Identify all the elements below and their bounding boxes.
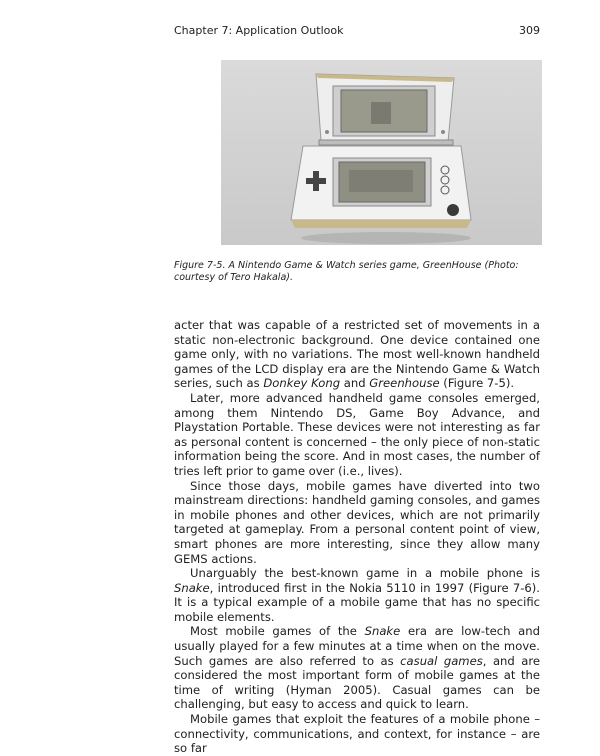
text-run: , and are considered the most important form of mobile games at the time of writing (Hyman 2005). Casual games can be challenging, but easy to access and quick to learn.: [174, 653, 540, 712]
text-run: Since those days, mobile games have diverted into two mainstream directions: handheld gaming consoles, and games in mobile phones and other devices, which are not primarily targeted at gameplay. From a personal content point of view, smart phones are more interesting, since they allow many GEMS actions.: [174, 478, 540, 566]
figure-photo: [221, 60, 542, 245]
text-run: Most mobile games of the: [190, 624, 365, 639]
italic-run: Snake: [174, 580, 210, 595]
italic-run: Donkey Kong: [263, 376, 341, 391]
paragraph: [174, 318, 540, 391]
paragraph: [174, 479, 540, 567]
running-header: [174, 24, 540, 37]
game-and-watch-illustration: [221, 60, 542, 245]
italic-run: Greenhouse: [369, 376, 440, 391]
paragraph: [174, 391, 540, 479]
paragraph: [174, 712, 540, 756]
paragraph: [174, 566, 540, 624]
text-run: , introduced first in the Nokia 5110 in 1997 (Figure 7-6). It is a typical example of a mobile game that has no specific mobile elements.: [174, 580, 540, 624]
figure-caption: Figure 7-5. A Nintendo Game & Watch series game, GreenHouse (Photo: courtesy of Tero Hakala).: [174, 260, 519, 283]
body-text: [174, 318, 540, 756]
text-run: Mobile games that exploit the features of a mobile phone – connectivity, communications, and context, for instance – are so far: [174, 712, 540, 756]
italic-run: Snake: [364, 624, 401, 639]
text-run: era are low-tech and usually played for a few minutes at a time when on the move. Such games are also referred to as: [174, 624, 540, 668]
chapter-title: Chapter 7: Application Outlook: [174, 24, 344, 37]
text-run: (Figure 7-5).: [439, 376, 515, 391]
text-run: Later, more advanced handheld game consoles emerged, among them Nintendo DS, Game Boy Advance, and Playstation Portable. These devices were not interesting as far as personal content is concerned – the only piece of non-static information being the score. And in most cases, the number of tries left prior to game over (i.e., lives).: [174, 390, 540, 478]
text-run: acter that was capable of a restricted set of movements in a static non-electronic background. One device contained one game only, with no variations. The most well-known handheld games of the LCD display era are the Nintendo Game & Watch series, such as: [174, 318, 540, 391]
page-number: 309: [519, 24, 540, 37]
italic-run: casual games: [400, 653, 483, 668]
text-run: and: [340, 376, 370, 391]
paragraph: [174, 624, 540, 712]
text-run: Unarguably the best-known game in a mobile phone is: [190, 566, 540, 581]
